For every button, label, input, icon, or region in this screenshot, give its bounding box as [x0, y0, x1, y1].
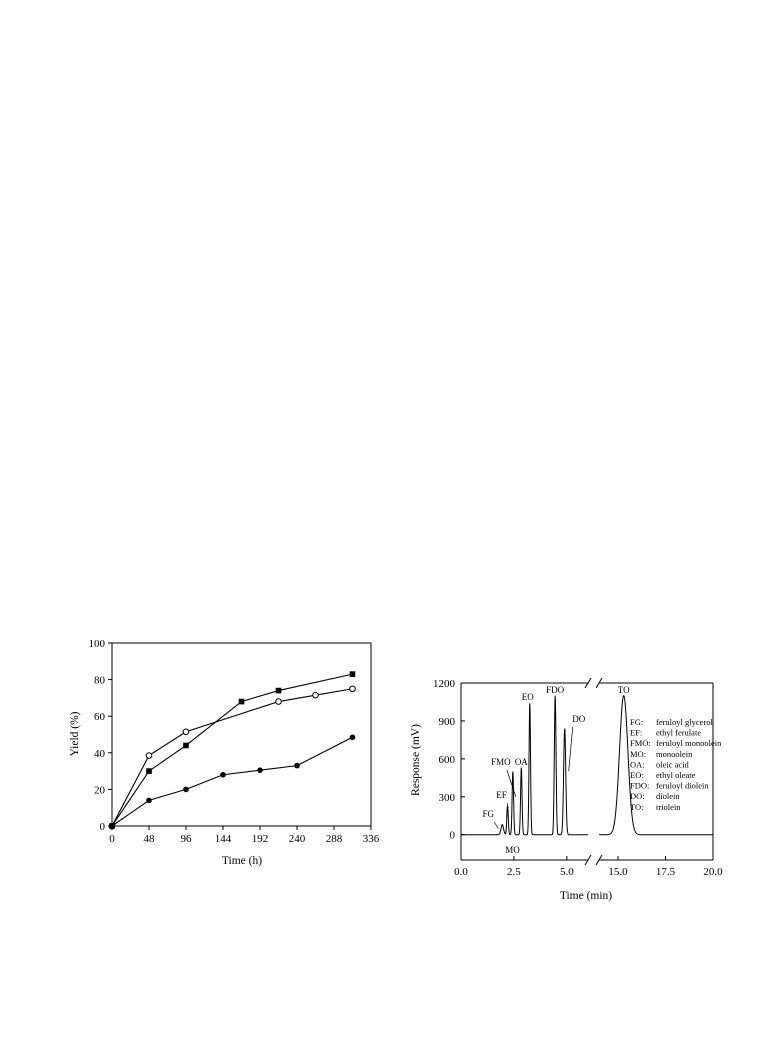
chromatogram-legend-abbr: MO: [630, 748, 647, 759]
chromatogram-legend-abbr: FG: [630, 717, 644, 727]
yield-chart-y-tick-label: 40 [94, 747, 105, 760]
chromatogram-y-ticks [433, 678, 465, 842]
yield-chart-y-tick-label: 60 [94, 711, 105, 724]
chromatogram-legend-name: triolein [656, 801, 681, 812]
chromatogram-legend-abbr: OA: [630, 759, 645, 770]
yield-chart-x-tick-label: 144 [214, 833, 232, 845]
chromatogram-legend-abbr: DO: [630, 791, 645, 802]
yield-chart-x-tick-label: 192 [251, 833, 269, 845]
chromatogram-peak-label: FDO [546, 685, 565, 695]
chromatogram-x-tick-label: 2.5 [507, 866, 521, 878]
yield-chart-point-square [276, 688, 282, 694]
chromatogram-legend-abbr: FDO: [630, 780, 650, 791]
yield-chart-x-tick-label: 336 [362, 833, 380, 845]
yield-chart-point-square [350, 671, 356, 677]
chromatogram-x-tick-label: 20.0 [703, 866, 723, 878]
chromatogram-legend-name: monoolein [656, 748, 693, 759]
yield-chart-point-filled-circle [220, 772, 226, 778]
chromatogram-peak-label: DO [572, 714, 586, 724]
chromatogram-x-tick-label: 0.0 [454, 866, 468, 878]
yield-chart-x-tick-label: 96 [180, 833, 192, 845]
yield-chart-point-square [146, 768, 152, 774]
yield-chart-x-tick-label: 0 [109, 833, 115, 845]
yield-chart-y-tick-label: 0 [99, 821, 105, 833]
yield-chart-point-filled-circle [183, 787, 189, 793]
chromatogram-peak-leader [569, 727, 573, 771]
yield-chart-point-filled-circle [146, 798, 152, 804]
chromatogram-legend-name: oleic acid [656, 759, 689, 770]
yield-chart-point-open-circle [146, 753, 152, 759]
chromatogram-y-tick-label: 0 [449, 829, 455, 842]
yield-chart-series-line [112, 737, 353, 826]
yield-chart-series-markers [109, 671, 355, 828]
yield-chart-x-axis-label: Time (h) [221, 855, 263, 867]
chromatogram-y-axis-label: Response (mV) [410, 724, 422, 796]
chromatogram-peak-label: FG [482, 809, 495, 819]
chromatogram-y-tick-label: 600 [438, 753, 455, 766]
chromatogram-legend-name: feruloyl glycerol [656, 717, 713, 727]
chromatogram-peak-label: FMO [491, 757, 511, 767]
chromatogram-y-tick-label: 1200 [433, 678, 455, 690]
chromatogram-legend-abbr: TO: [630, 801, 644, 812]
yield-chart [69, 638, 380, 867]
yield-chart-point-square [239, 699, 245, 705]
yield-chart-point-filled-circle [294, 763, 300, 769]
chromatogram-peak-leader [494, 822, 498, 829]
chromatogram-chart [410, 678, 723, 902]
chromatogram-peak-leader [507, 770, 516, 797]
chromatogram-peak-leader [507, 803, 508, 817]
chromatogram-peak-label: EF [496, 790, 507, 800]
chromatogram-legend-name: ethyl oleate [656, 770, 696, 780]
chromatogram-x-tick-label: 17.5 [655, 866, 676, 878]
chromatogram-legend-abbr: EF: [630, 727, 643, 738]
chromatogram-peak-label: TO [617, 685, 630, 695]
chromatogram-y-tick-label: 900 [438, 715, 455, 728]
yield-chart-point-filled-circle [257, 767, 263, 773]
yield-chart-y-tick-label: 100 [88, 638, 105, 650]
chromatogram-peak-label: EO [521, 692, 534, 702]
chromatogram-x-tick-label: 15.0 [608, 866, 628, 878]
chromatogram-x-tick-label: 5.0 [559, 866, 574, 878]
chromatogram-peak-label: OA [514, 757, 528, 767]
chromatogram-peak-label: MO [505, 845, 520, 855]
yield-chart-x-tick-label: 240 [288, 833, 306, 845]
chromatogram-legend-name: feruloyl monoolein [656, 738, 722, 749]
chromatogram-y-tick-label: 300 [438, 791, 455, 804]
yield-chart-y-axis-label: Yield (%) [69, 711, 81, 757]
chromatogram-x-axis-label: Time (min) [559, 890, 613, 902]
yield-chart-x-ticks [109, 826, 380, 845]
yield-chart-y-ticks [89, 638, 113, 833]
yield-chart-point-open-circle [313, 692, 319, 698]
chromatogram-legend-name: feruloyl diolein [656, 780, 709, 791]
chromatogram-legend-name: ethyl ferulate [656, 727, 702, 738]
chromatogram-legend-abbr: EO: [630, 770, 644, 780]
yield-chart-point-open-circle [183, 729, 189, 735]
yield-chart-y-tick-label: 80 [94, 674, 105, 687]
chromatogram-legend-abbr: FMO: [630, 738, 651, 749]
yield-chart-point-square [183, 743, 189, 749]
yield-chart-point-filled-circle [109, 823, 115, 829]
yield-chart-point-open-circle [276, 699, 282, 705]
chromatogram-legend [630, 717, 722, 812]
yield-chart-point-filled-circle [350, 734, 356, 740]
yield-chart-point-open-circle [350, 686, 356, 692]
chromatogram-legend-name: diolein [656, 791, 680, 802]
yield-chart-y-tick-label: 20 [94, 784, 105, 797]
yield-chart-x-tick-label: 48 [143, 833, 155, 845]
yield-chart-x-tick-label: 288 [325, 833, 343, 845]
